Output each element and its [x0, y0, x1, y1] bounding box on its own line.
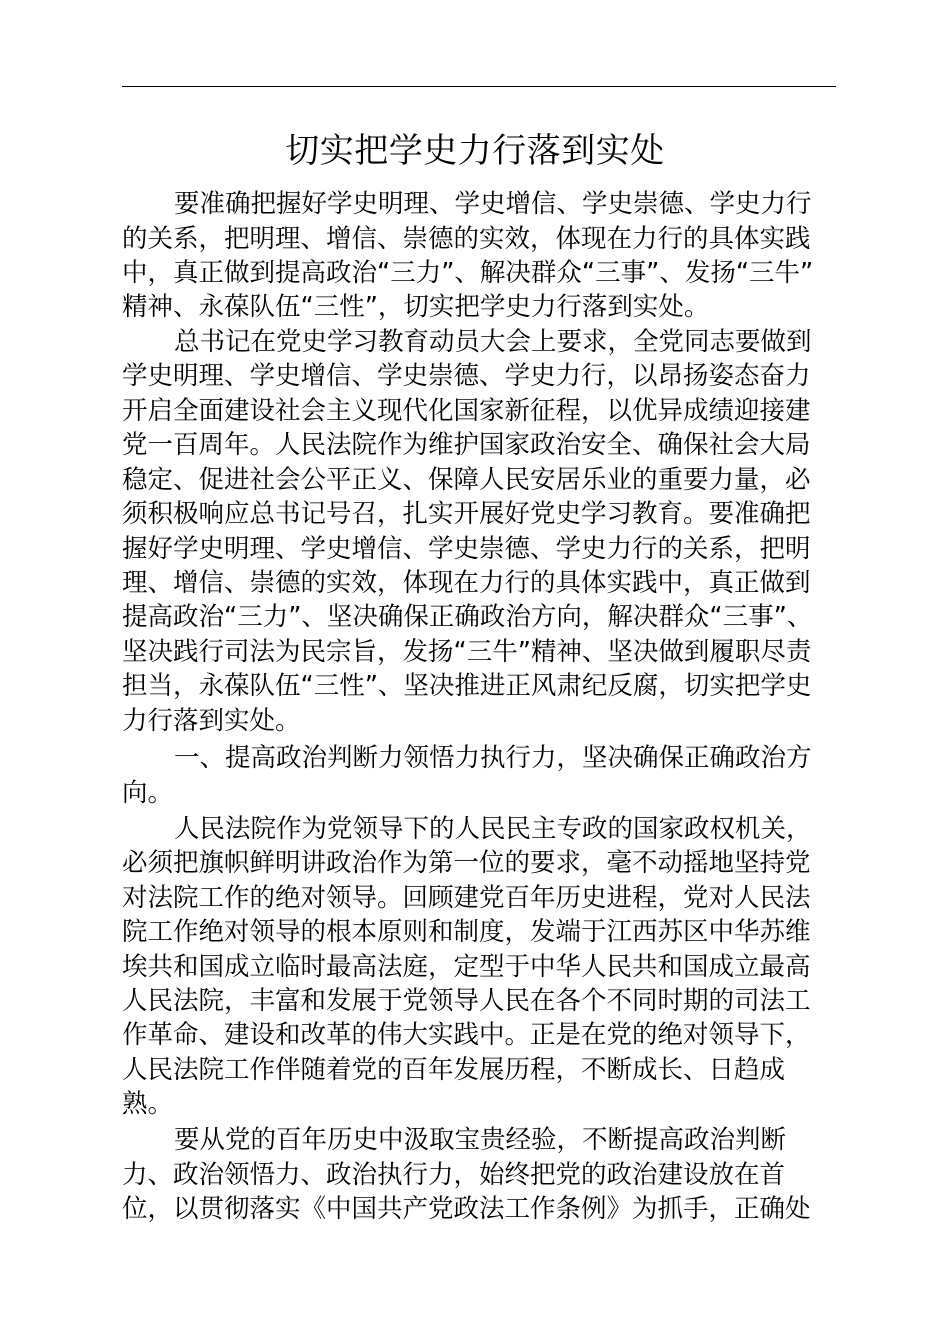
body-line: 担当，永葆队伍“三性”、坚决推进正风肃纪反腐，切实把学史: [122, 671, 812, 701]
body-line: 埃共和国成立临时最高法庭，定型于中华人民共和国成立最高: [122, 952, 811, 982]
body-line: 提高政治“三力”、坚决确保正确政治方向，解决群众“三事”、: [122, 602, 813, 632]
body-line: 人民法院工作伴随着党的百年发展历程，不断成长、日趋成: [122, 1055, 786, 1085]
body-line: 人民法院作为党领导下的人民民主专政的国家政权机关，: [174, 814, 812, 844]
body-line: 精神、永葆队伍“三性”，切实把学史力行落到实处。: [122, 292, 710, 322]
header-rule: [122, 86, 836, 87]
body-line: 须积极响应总书记号召，扎实开展好党史学习教育。要准确把: [122, 499, 811, 529]
body-line: 理、增信、崇德的实效，体现在力行的具体实践中，真正做到: [122, 568, 811, 598]
body-line: 握好学史明理、学史增信、学史崇德、学史力行的关系，把明: [122, 534, 811, 564]
document-title: 切实把学史力行落到实处: [285, 131, 665, 171]
body-line: 熟。: [122, 1089, 174, 1119]
body-line: 作革命、建设和改革的伟大实践中。正是在党的绝对领导下，: [122, 1020, 811, 1050]
body-line: 对法院工作的绝对领导。回顾建党百年历史进程，党对人民法: [122, 883, 811, 913]
body-line: 开启全面建设社会主义现代化国家新征程，以优异成绩迎接建: [122, 396, 811, 426]
body-line: 力、政治领悟力、政治执行力，始终把党的政治建设放在首: [122, 1160, 786, 1190]
body-line: 坚决践行司法为民宗旨，发扬“三牛”精神、坚决做到履职尽责: [122, 637, 812, 667]
body-line: 学史明理、学史增信、学史崇德、学史力行，以昂扬姿态奋力: [122, 361, 811, 391]
body-line: 必须把旗帜鲜明讲政治作为第一位的要求，毫不动摇地坚持党: [122, 848, 811, 878]
body-line: 中，真正做到提高政治“三力”、解决群众“三事”、发扬“三牛”: [122, 258, 814, 288]
body-line: 位，以贯彻落实《中国共产党政法工作条例》为抓手，正确处: [122, 1194, 811, 1224]
body-line: 要从党的百年历史中汲取宝贵经验，不断提高政治判断: [174, 1125, 787, 1155]
body-line: 人民法院，丰富和发展于党领导人民在各个不同时期的司法工: [122, 986, 811, 1016]
body-line: 总书记在党史学习教育动员大会上要求，全党同志要做到: [174, 327, 812, 357]
section-heading: 向。: [122, 778, 174, 808]
body-line: 要准确把握好学史明理、学史增信、学史崇德、学史力行: [174, 189, 812, 219]
section-heading: 一、提高政治判断力领悟力执行力，坚决确保正确政治方: [174, 743, 812, 773]
body-line: 力行落到实处。: [122, 706, 301, 736]
body-line: 院工作绝对领导的根本原则和制度，发端于江西苏区中华苏维: [122, 917, 811, 947]
body-line: 的关系，把明理、增信、崇德的实效，体现在力行的具体实践: [122, 224, 811, 254]
body-line: 稳定、促进社会公平正义、保障人民安居乐业的重要力量，必: [122, 465, 811, 495]
body-line: 党一百周年。人民法院作为维护国家政治安全、确保社会大局: [122, 430, 811, 460]
